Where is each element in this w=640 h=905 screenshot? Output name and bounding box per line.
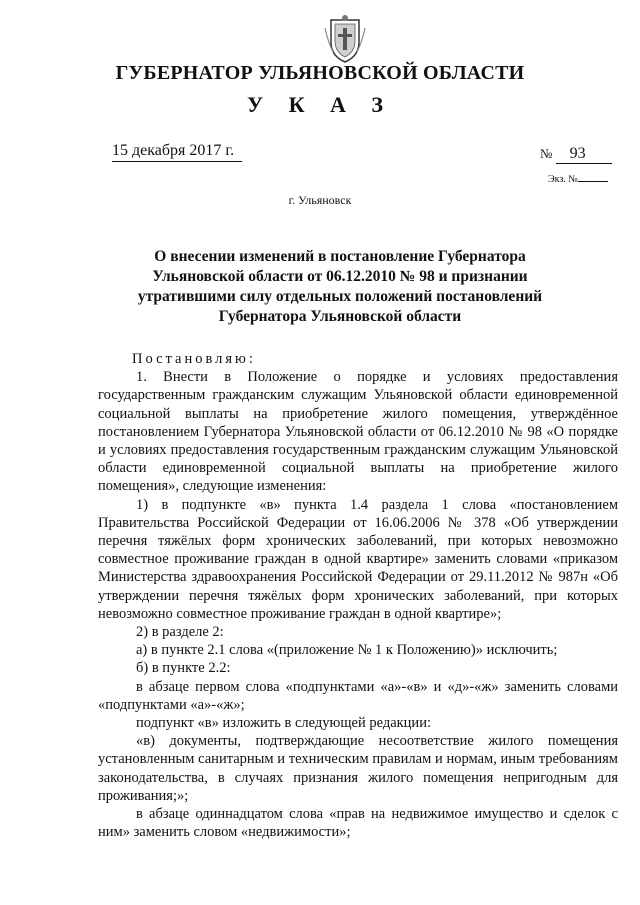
body-paragraph: 1) в подпункте «в» пункта 1.4 раздела 1 слова «постановлением Правительства Российской Федерации от 16.06.2006 № 378 «Об утверждении перечня тяжёлых форм хронических заболеваний, при которых невозможно совместное проживание граждан в одной квартире» заменить словами «приказом Министерства здравоохранения Российской Федерации от 29.11.2012 № 987н «Об утверждении перечня тяжёлых форм хронических заболеваний, при которых невозможно совместное проживание граждан в одной квартире»;	[98, 496, 618, 622]
body-paragraph: 1. Внести в Положение о порядке и условиях предоставления государственным гражданским служащим Ульяновской области единовременной социальной выплаты на приобретение жилого помещения, утверждённое постановлением Губернатора Ульяновской области от 06.12.2010 № 98 «О порядке и условиях предоставления государственным гражданским служащим Ульяновской области единовременной социальной выплаты на приобретение жилого помещения», следующие изменения:	[98, 369, 618, 495]
document-body	[98, 350, 618, 841]
decree-date: 15 декабря 2017 г.	[112, 142, 242, 162]
body-paragraph: «в) документы, подтверждающие несоответствие жилого помещения установленным санитарным и техническим правилам и нормам, иным требованиям законодательства, в случаях признания жилого помещения непригодным для проживания;»;	[98, 733, 618, 804]
body-paragraph: а) в пункте 2.1 слова «(приложение № 1 к Положению)» исключить;	[136, 642, 558, 659]
body-paragraph: б) в пункте 2.2:	[136, 660, 231, 677]
copy-number-blank	[578, 181, 608, 182]
body-paragraph: подпункт «в» изложить в следующей редакции:	[136, 715, 431, 732]
city-name: г. Ульяновск	[288, 193, 352, 207]
copy-number-block	[548, 174, 608, 185]
issuer-title: ГУБЕРНАТОР УЛЬЯНОВСКОЙ ОБЛАСТИ	[115, 62, 525, 84]
resolution-intro: Постановляю:	[132, 351, 256, 367]
body-paragraph: 2) в разделе 2:	[136, 624, 224, 641]
title-line: утратившими силу отдельных положений постановлений	[137, 288, 543, 305]
title-line: О внесении изменений в постановление Губернатора	[154, 248, 526, 265]
document-type: У К А З	[246, 92, 394, 117]
decree-number-block	[540, 145, 612, 164]
body-paragraph: в абзаце первом слова «подпунктами «а»-«в» и «д»-«ж» заменить словами «подпунктами «а»-«ж»;	[98, 678, 618, 713]
coat-of-arms-icon	[323, 14, 367, 64]
number-label: №	[540, 146, 553, 161]
copy-label: Экз. №	[548, 174, 578, 185]
document-title	[130, 247, 550, 327]
title-line: Губернатора Ульяновской области	[218, 308, 462, 325]
decree-number: 93	[556, 145, 612, 164]
body-paragraph: в абзаце одиннадцатом слова «прав на недвижимое имущество и сделок с ним» заменить словом «недвижимости»;	[98, 806, 618, 841]
title-line: Ульяновской области от 06.12.2010 № 98 и признании	[152, 268, 528, 285]
